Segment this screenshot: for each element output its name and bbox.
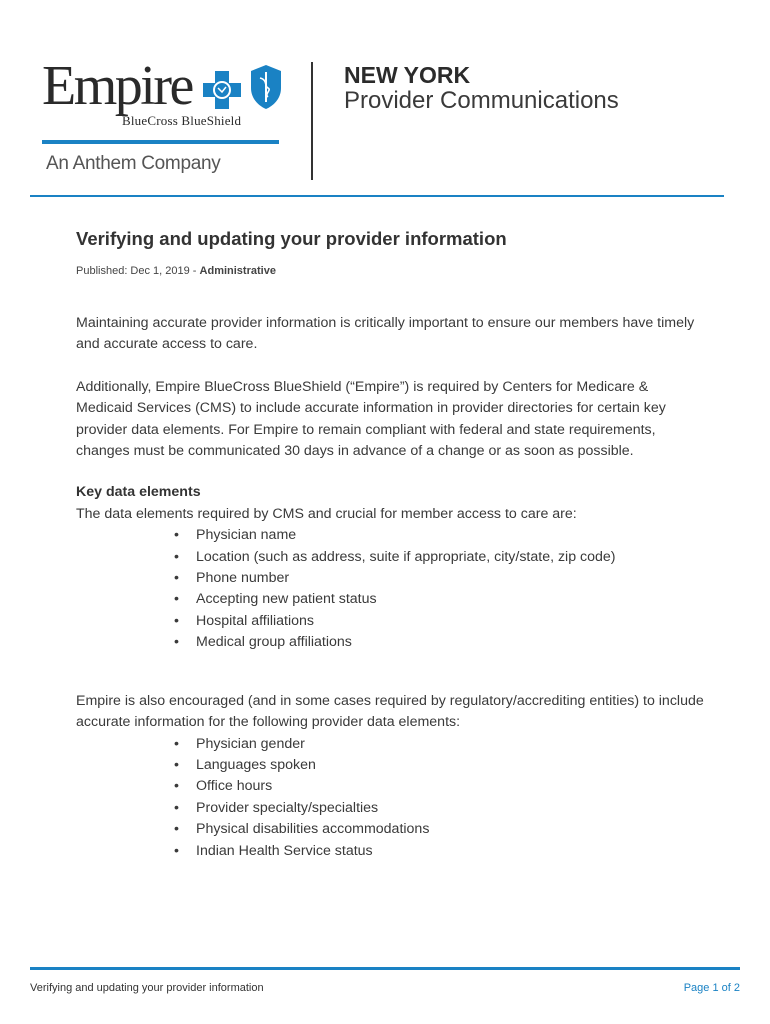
list-item: • Physician gender [76,734,706,755]
bullet-icon: • [174,634,179,651]
list-item: • Phone number [76,568,706,589]
list-item: • Location (such as address, suite if appropriate, city/state, zip code) [76,547,706,568]
bullet-icon: • [174,799,179,816]
footer-rule [30,967,740,970]
list-item: • Provider specialty/specialties [76,798,706,819]
key-data-intro: The data elements required by CMS and crucial for member access to care are: [76,505,577,522]
bullet-icon: • [174,612,179,629]
list-item: • Physician name [76,525,706,546]
cms-paragraph: Additionally, Empire BlueCross BlueShield (“Empire”) is required by Centers for Medicare & Medicaid Services (CMS) to include accurate information in provider directories for certain key provider data elements. For Empire to remain compliant with federal and state requirements, changes must be communicated 30 days in advance of a change or as soon as possible. [76,378,666,460]
article-category: Administrative [199,265,276,277]
footer-title: Verifying and updating your provider information [30,982,264,994]
list-item: • Languages spoken [76,755,706,776]
article-meta [76,265,706,277]
list-item: • Accepting new patient status [76,589,706,610]
bullet-icon: • [174,548,179,565]
bullet-icon: • [174,842,179,859]
logo-wordmark: Empire [42,55,192,117]
header-rule [30,195,724,197]
key-data-heading: Key data elements [76,484,201,501]
bullet-icon: • [174,735,179,752]
logo-rule [42,140,279,144]
logo-parent-company: An Anthem Company [46,153,221,174]
logo-bcbs-text: BlueCross BlueShield [122,113,242,128]
published-date: Published: Dec 1, 2019 - [76,265,200,277]
bullet-icon: • [174,591,179,608]
article-title: Verifying and updating your provider information [76,228,507,249]
encouraged-elements-list [76,734,706,862]
required-elements-list [76,525,706,653]
list-item: • Medical group affiliations [76,632,706,653]
list-item: • Hospital affiliations [76,611,706,632]
header-region: NEW YORK [344,62,471,88]
list-item: • Physical disabilities accommodations [76,819,706,840]
blue-cross-icon [202,70,242,110]
bullet-icon: • [174,527,179,544]
list-item: • Office hours [76,776,706,797]
intro-paragraph: Maintaining accurate provider information is critically important to ensure our members have timely and accurate access to care. [76,315,695,353]
bullet-icon: • [174,756,179,773]
article-body [76,227,706,862]
company-logo [42,55,287,183]
bullet-icon: • [174,821,179,838]
bullet-icon: • [174,570,179,587]
page-number: Page 1 of 2 [683,982,740,994]
bullet-icon: • [174,778,179,795]
list-item: • Indian Health Service status [76,841,706,862]
encouraged-paragraph: Empire is also encouraged (and in some cases required by regulatory/accrediting entities) to include accurate information for the following provider data elements: [76,692,704,731]
header-divider [311,62,313,180]
header-subtitle: Provider Communications [344,87,619,114]
blue-shield-icon [250,64,282,110]
